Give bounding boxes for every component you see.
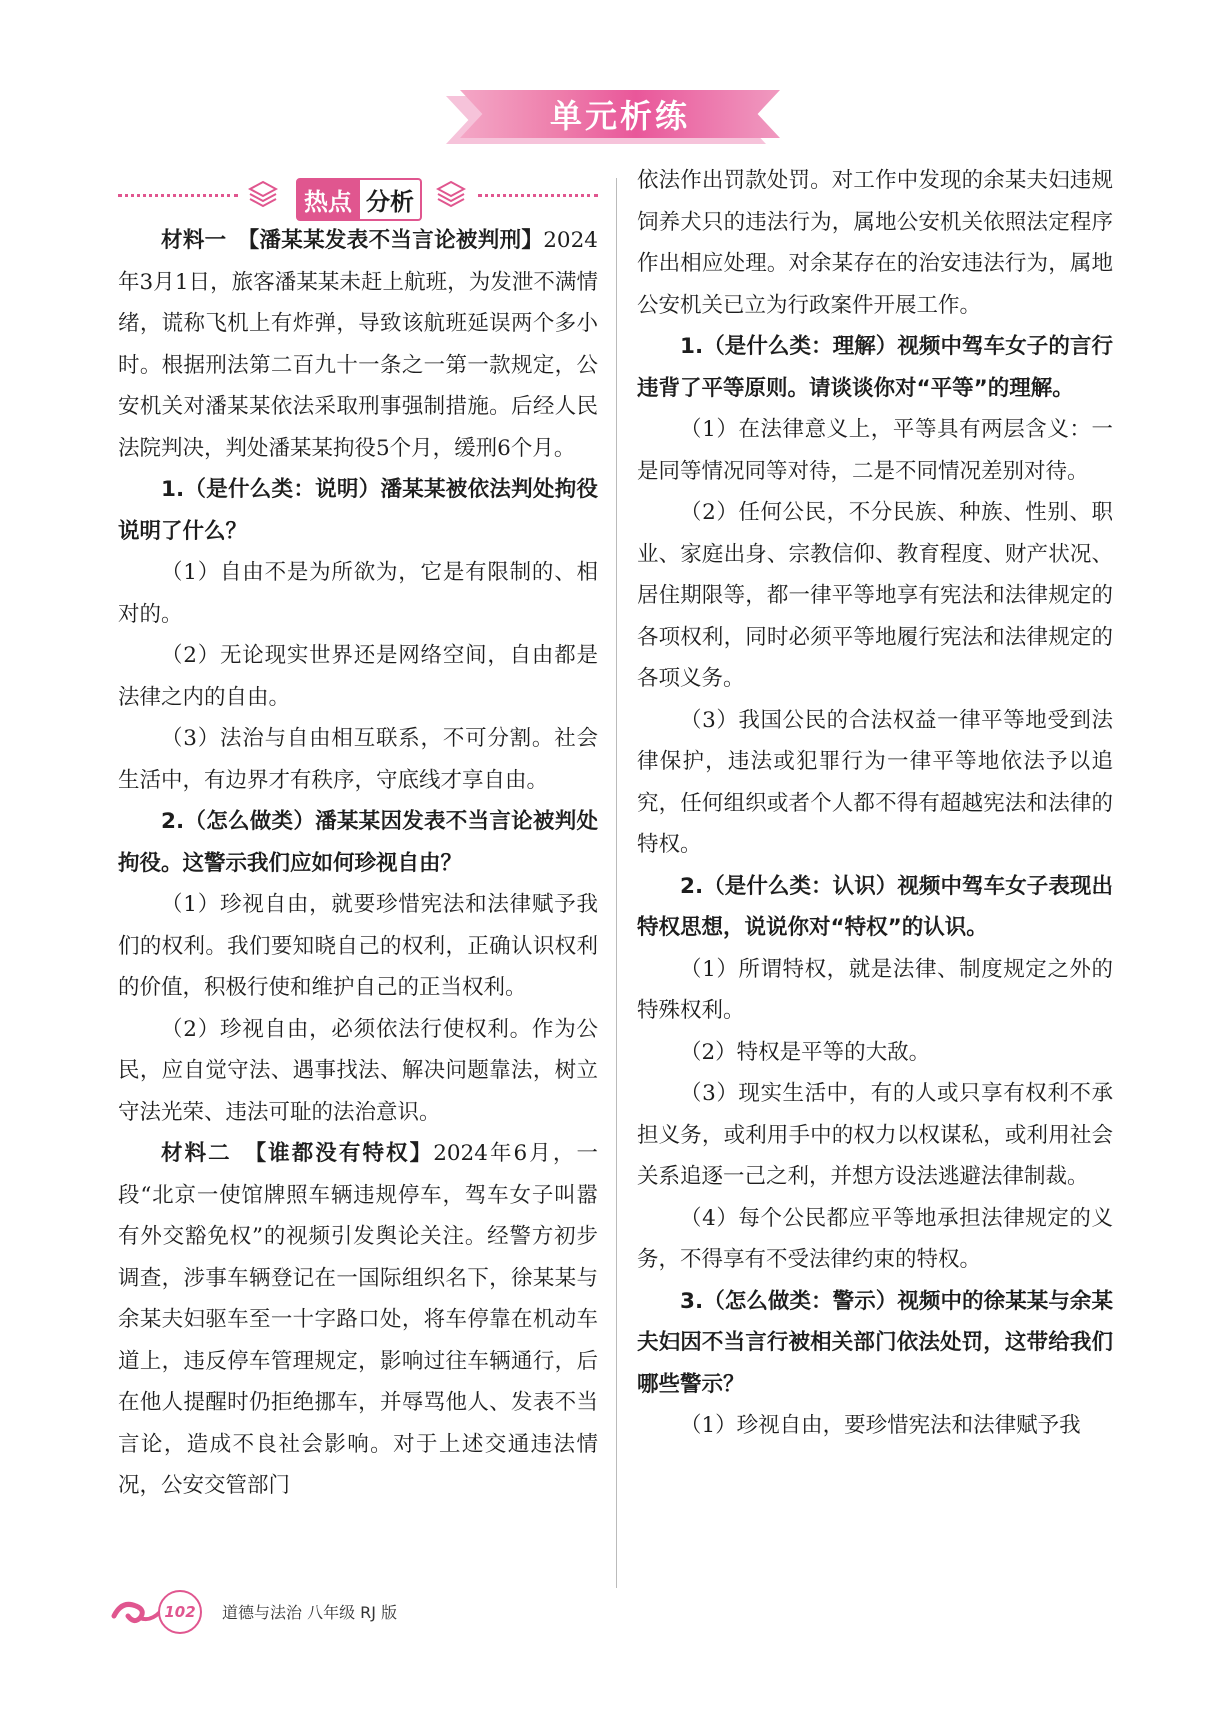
answer: （1）珍视自由，就要珍惜宪法和法律赋予我们的权利。我们要知晓自己的权利，正确认识权利的价值，积极行使和维护自己的正当权利。	[118, 892, 598, 1000]
material2	[118, 1133, 598, 1507]
column-divider	[616, 178, 617, 1588]
material-title: 【谁都没有特权】	[255, 1141, 434, 1166]
page-number: 102	[158, 1590, 202, 1634]
question: 2.（怎么做类）潘某某因发表不当言论被判处拘役。这警示我们应如何珍视自由？	[118, 809, 598, 876]
answer: （2）无论现实世界还是网络空间，自由都是法律之内的自由。	[118, 643, 598, 710]
stack-icon	[436, 180, 466, 208]
page-title: 单元析练	[549, 97, 690, 135]
answer: （1）自由不是为所欲为，它是有限制的、相对的。	[118, 560, 598, 627]
question: 1.（是什么类：说明）潘某某被依法判处拘役说明了什么？	[118, 477, 598, 544]
material2-continued: 依法作出罚款处罚。对工作中发现的余某夫妇违规饲养犬只的违法行为，属地公安机关依照法定程序作出相应处理。对余某存在的治安违法行为，属地公安机关已立为行政案件开展工作。	[637, 168, 1113, 318]
answer: （1）珍视自由，要珍惜宪法和法律赋予我	[680, 1413, 1081, 1438]
left-column	[118, 220, 598, 1507]
answer: （4）每个公民都应平等地承担法律规定的义务，不得享有不受法律约束的特权。	[637, 1205, 1113, 1272]
material-body: 2024年3月1日，旅客潘某某未赶上航班，为发泄不满情绪，谎称飞机上有炸弹，导致该航班延误两个多小时。根据刑法第二百九十一条之一第一款规定，公安机关对潘某某依法采取刑事强制措施。后经人民法院判决，判处潘某某拘役5个月，缓刑6个月。	[118, 228, 598, 461]
right-column	[637, 160, 1113, 1447]
stack-icon	[248, 180, 278, 208]
page-footer	[110, 1590, 510, 1630]
book-title: 道德与法治 八年级 RJ 版	[222, 1603, 398, 1622]
answer: （2）珍视自由，必须依法行使权利。作为公民，应自觉守法、遇事找法、解决问题靠法，树立守法光荣、违法可耻的法治意识。	[118, 1016, 598, 1125]
material-title: 【潘某某发表不当言论被判刑】	[248, 228, 544, 253]
question: 3.（怎么做类：警示）视频中的徐某某与余某夫妇因不当言行被相关部门依法处罚，这带给我们哪些警示？	[637, 1288, 1113, 1397]
section-header	[118, 176, 598, 216]
answer: （2）任何公民，不分民族、种族、性别、职业、家庭出身、宗教信仰、教育程度、财产状况、居住期限等，都一律平等地享有宪法和法律规定的各项权利，同时必须平等地履行宪法和法律规定的各项义务。	[637, 500, 1113, 691]
answer: （2）特权是平等的大敌。	[680, 1039, 931, 1065]
dotted-rule-right	[478, 194, 598, 197]
question: 1.（是什么类：理解）视频中驾车女子的言行违背了平等原则。请谈谈你对“平等”的理解。	[637, 334, 1113, 401]
answer: （1）在法律意义上，平等具有两层含义：一是同等情况同等对待，二是不同情况差别对待。	[637, 417, 1113, 484]
answer: （3）法治与自由相互联系，不可分割。社会生活中，有边界才有秩序，守底线才享自由。	[118, 726, 598, 793]
tag-hot: 热点	[296, 178, 360, 221]
question: 2.（是什么类：认识）视频中驾车女子表现出特权思想，说说你对“特权”的认识。	[637, 873, 1113, 940]
tag-analysis: 分析	[360, 178, 422, 221]
answer: （1）所谓特权，就是法律、制度规定之外的特殊权利。	[637, 956, 1113, 1023]
dotted-rule-left	[118, 194, 238, 197]
material-label: 材料二	[161, 1141, 232, 1166]
section-tag	[296, 178, 422, 221]
answer: （3）我国公民的合法权益一律平等地受到法律保护，违法或犯罪行为一律平等地依法予以追究，任何组织或者个人都不得有超越宪法和法律的特权。	[637, 707, 1113, 857]
answer: （3）现实生活中，有的人或只享有权利不承担义务，或利用手中的权力以权谋私，或利用社会关系追逐一己之利，并想方设法逃避法律制裁。	[637, 1081, 1113, 1189]
material-label: 材料一	[161, 228, 227, 253]
material1	[118, 220, 598, 469]
title-banner	[460, 90, 780, 138]
material-body: 2024年6月，一段“北京一使馆牌照车辆违规停车，驾车女子叫嚣有外交豁免权”的视频引发舆论关注。经警方初步调查，涉事车辆登记在一国际组织名下，徐某某与余某夫妇驱车至一十字路口处，将车停靠在机动车道上，违反停车管理规定，影响过往车辆通行，后在他人提醒时仍拒绝挪车，并辱骂他人、发表不当言论，造成不良社会影响。对于上述交通违法情况，公安交管部门	[118, 1141, 598, 1498]
